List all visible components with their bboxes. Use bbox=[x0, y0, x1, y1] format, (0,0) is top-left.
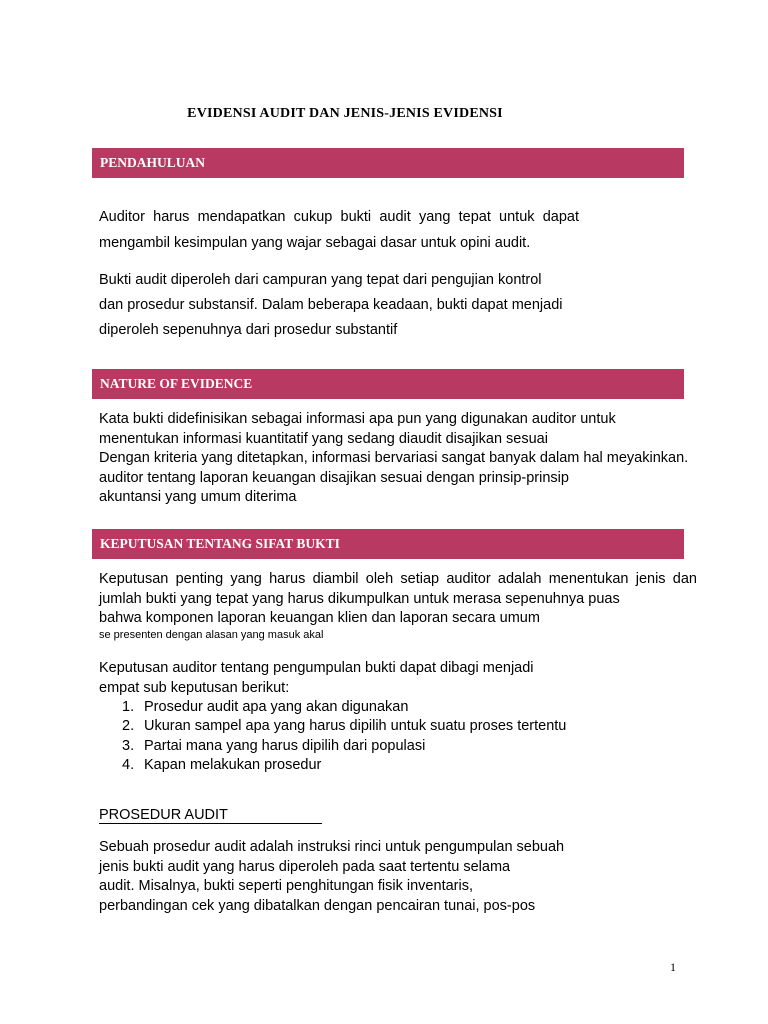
paragraph-line: Kata bukti didefinisikan sebagai informasi apa pun yang digunakan auditor untuk bbox=[99, 411, 616, 427]
page-number: 1 bbox=[670, 960, 676, 974]
section-heading-keputusan: KEPUTUSAN TENTANG SIFAT BUKTI bbox=[92, 529, 684, 559]
paragraph-line: menentukan informasi kuantitatif yang sedang diaudit disajikan sesuai bbox=[99, 431, 548, 447]
list-item bbox=[122, 757, 321, 773]
paragraph-small-line: se presenten dengan alasan yang masuk akal bbox=[99, 629, 324, 641]
paragraph-line: audit. Misalnya, bukti seperti penghitungan fisik inventaris, bbox=[99, 878, 473, 894]
paragraph-line: bahwa komponen laporan keuangan klien dan laporan secara umum bbox=[99, 610, 540, 626]
list-item-number: 2. bbox=[122, 718, 135, 734]
paragraph-line: jumlah bukti yang tepat yang harus dikumpulkan untuk merasa sepenuhnya puas bbox=[99, 591, 620, 607]
document-title: EVIDENSI AUDIT DAN JENIS-JENIS EVIDENSI bbox=[187, 106, 503, 121]
list-item bbox=[122, 699, 408, 715]
paragraph-line: empat sub keputusan berikut: bbox=[99, 680, 290, 696]
section-heading-nature-of-evidence: NATURE OF EVIDENCE bbox=[92, 369, 684, 399]
list-item-number: 4. bbox=[122, 757, 135, 773]
paragraph-line: jenis bukti audit yang harus diperoleh pada saat tertentu selama bbox=[99, 859, 511, 875]
list-item-number: 1. bbox=[122, 699, 135, 715]
paragraph-line: Keputusan auditor tentang pengumpulan bukti dapat dibagi menjadi bbox=[99, 660, 534, 676]
paragraph-line: Bukti audit diperoleh dari campuran yang tepat dari pengujian kontrol bbox=[99, 272, 542, 288]
paragraph-line: auditor tentang laporan keuangan disajikan sesuai dengan prinsip-prinsip bbox=[99, 470, 569, 486]
list-item-text: Ukuran sampel apa yang harus dipilih untuk suatu proses tertentu bbox=[144, 718, 567, 734]
list-item-number: 3. bbox=[122, 738, 135, 754]
paragraph-line: Dengan kriteria yang ditetapkan, informasi bervariasi sangat banyak dalam hal meyakinkan. bbox=[99, 450, 689, 466]
list-item bbox=[122, 738, 425, 754]
list-item-text: Partai mana yang harus dipilih dari populasi bbox=[144, 738, 426, 754]
paragraph-line: diperoleh sepenuhnya dari prosedur substantif bbox=[99, 322, 398, 338]
list-item bbox=[122, 718, 566, 734]
paragraph-line: dan prosedur substansif. Dalam beberapa keadaan, bukti dapat menjadi bbox=[99, 297, 563, 313]
list-item-text: Prosedur audit apa yang akan digunakan bbox=[144, 699, 409, 715]
paragraph-line: perbandingan cek yang dibatalkan dengan pencairan tunai, pos-pos bbox=[99, 898, 536, 914]
paragraph-line: Keputusan penting yang harus diambil oleh setiap auditor adalah menentukan jenis dan bbox=[99, 571, 697, 587]
section-heading-prosedur-audit: PROSEDUR AUDIT bbox=[99, 807, 322, 824]
paragraph-line: akuntansi yang umum diterima bbox=[99, 489, 297, 505]
paragraph-line: Sebuah prosedur audit adalah instruksi rinci untuk pengumpulan sebuah bbox=[99, 839, 565, 855]
section-heading-pendahuluan: PENDAHULUAN bbox=[92, 148, 684, 178]
paragraph-line: Auditor harus mendapatkan cukup bukti audit yang tepat untuk dapat bbox=[99, 209, 579, 225]
list-item-text: Kapan melakukan prosedur bbox=[144, 757, 322, 773]
paragraph-line: mengambil kesimpulan yang wajar sebagai dasar untuk opini audit. bbox=[99, 235, 531, 251]
